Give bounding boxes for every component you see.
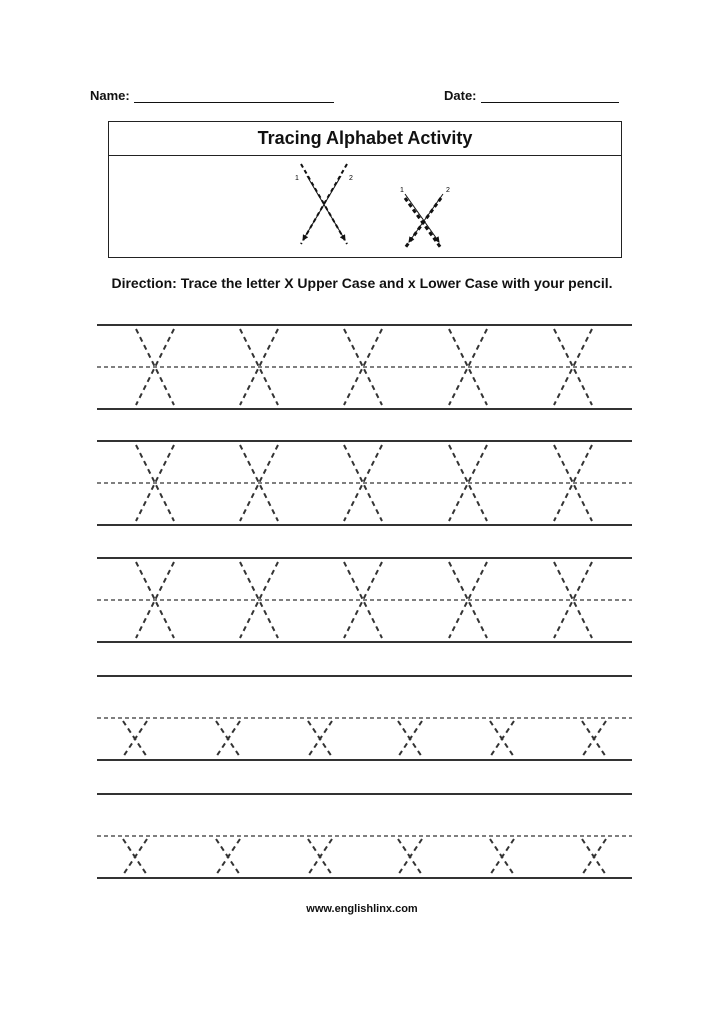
traceable-lowercase-x [216, 721, 240, 757]
lower-stroke-number-1: 1 [400, 187, 404, 194]
traceable-lowercase-x [582, 839, 606, 875]
upper-stroke-number-1: 1 [295, 175, 299, 182]
direction-text: Direction: Trace the letter X Upper Case and x Lower Case with your pencil. [111, 275, 613, 291]
upper-stroke-number-2: 2 [349, 175, 353, 182]
traceable-lowercase-x [490, 839, 514, 875]
traceable-lowercase-x [308, 721, 332, 757]
lower-stroke-number-2: 2 [446, 187, 450, 194]
traceable-lowercase-x [308, 839, 332, 875]
traceable-lowercase-x [582, 721, 606, 757]
traceable-lowercase-x [216, 839, 240, 875]
name-label: Name: [90, 88, 130, 103]
traceable-lowercase-x [398, 721, 422, 757]
traceable-lowercase-x [490, 721, 514, 757]
traceable-lowercase-x [123, 721, 147, 757]
traceable-lowercase-x [123, 839, 147, 875]
footer-url: www.englishlinx.com [306, 903, 418, 915]
traceable-lowercase-x [398, 839, 422, 875]
date-label: Date: [444, 88, 477, 103]
worksheet-title: Tracing Alphabet Activity [109, 122, 621, 156]
